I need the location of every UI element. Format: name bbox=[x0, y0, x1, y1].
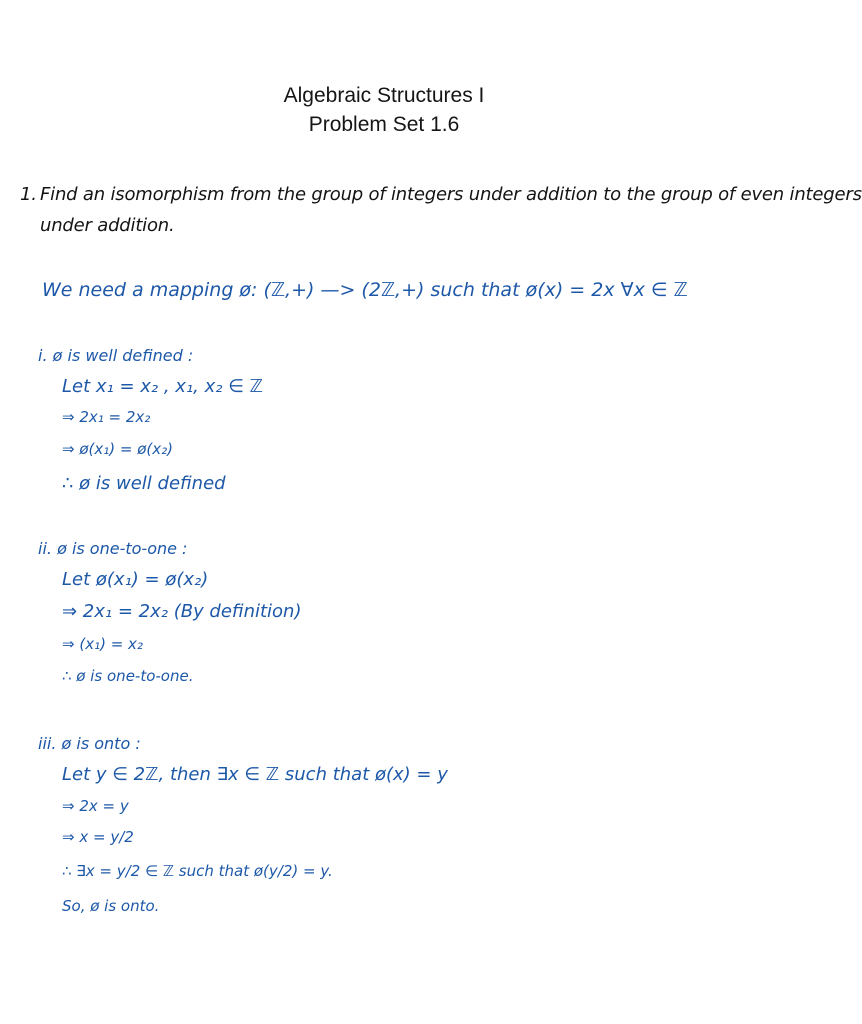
part2-line: ⇒ 2x₁ = 2x₂ (By definition) bbox=[62, 601, 302, 622]
part3-line: So, ø is onto. bbox=[62, 897, 160, 915]
solution-intro: We need a mapping ø: (ℤ,+) —> (2ℤ,+) such that ø(x) = 2x ∀x ∈ ℤ bbox=[42, 279, 688, 301]
problem-text-line1: Find an isomorphism from the group of integers under addition to the group of even integers bbox=[40, 184, 862, 205]
part1-line: ∴ ø is well defined bbox=[62, 473, 226, 494]
part1-line: Let x₁ = x₂ , x₁, x₂ ∈ ℤ bbox=[62, 376, 264, 397]
part2-heading: ii. ø is one-to-one : bbox=[38, 539, 188, 558]
part3-line: ⇒ x = y/2 bbox=[62, 828, 134, 846]
problem-text-line2: under addition. bbox=[40, 215, 175, 236]
part2-line: Let ø(x₁) = ø(x₂) bbox=[62, 569, 209, 590]
document-title: Algebraic Structures I bbox=[283, 84, 485, 107]
part3-heading: iii. ø is onto : bbox=[38, 734, 141, 753]
document-subtitle: Problem Set 1.6 bbox=[308, 113, 460, 136]
part1-heading: i. ø is well defined : bbox=[38, 346, 194, 365]
part1-line: ⇒ ø(x₁) = ø(x₂) bbox=[62, 440, 173, 458]
problem-number: 1. bbox=[20, 184, 37, 205]
part2-line: ⇒ (x₁) = x₂ bbox=[62, 635, 143, 653]
part1-line: ⇒ 2x₁ = 2x₂ bbox=[62, 408, 151, 426]
part2-line: ∴ ø is one-to-one. bbox=[62, 667, 194, 685]
part3-line: ∴ ∃x = y/2 ∈ ℤ such that ø(y/2) = y. bbox=[62, 862, 333, 880]
part3-line: ⇒ 2x = y bbox=[62, 797, 129, 815]
part3-line: Let y ∈ 2ℤ, then ∃x ∈ ℤ such that ø(x) = y bbox=[62, 764, 448, 785]
